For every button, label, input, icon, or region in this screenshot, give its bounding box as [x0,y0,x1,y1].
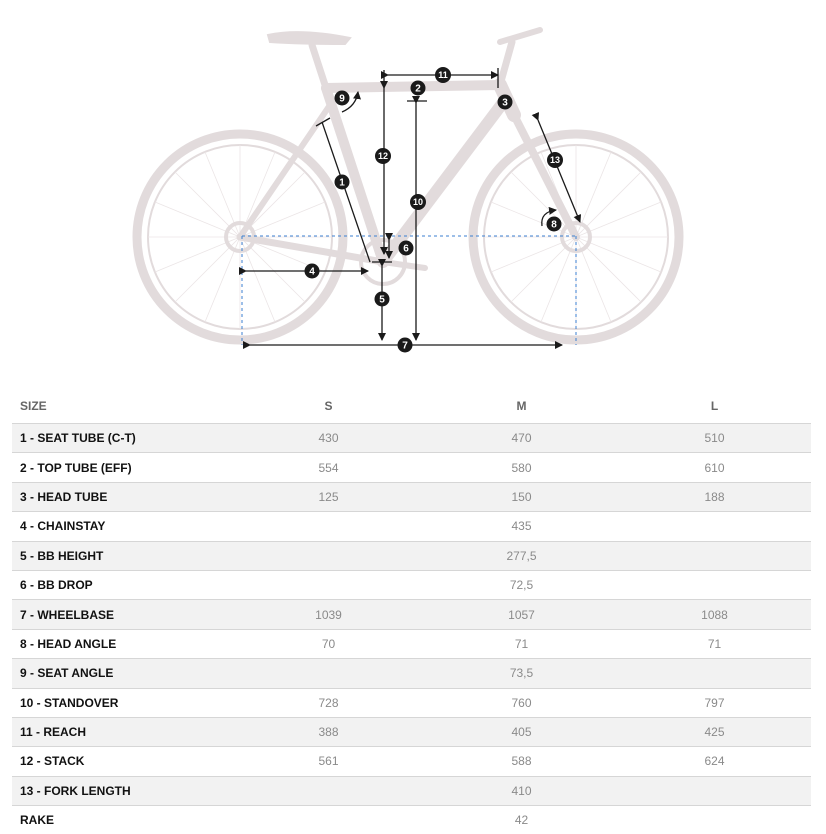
table-row [12,482,811,511]
cell-value: 125 [232,482,425,511]
marker-12 [375,148,391,164]
svg-text:7: 7 [402,341,408,352]
row-label: 10 - STANDOVER [12,688,232,717]
cell-value: 405 [425,717,618,746]
cell-value: 797 [618,688,811,717]
cell-value [618,512,811,541]
table-row [12,717,811,746]
row-label: 13 - FORK LENGTH [12,776,232,805]
table-row [12,776,811,805]
table-row [12,424,811,453]
marker-5 [375,292,390,307]
cell-value: 561 [232,747,425,776]
marker-10 [410,194,426,210]
table-row [12,512,811,541]
saddle [268,32,350,44]
marker-13 [547,152,563,168]
cell-value: 435 [425,512,618,541]
table-body [12,424,811,834]
cell-value: 610 [618,453,811,482]
cell-value [618,659,811,688]
cell-value: 728 [232,688,425,717]
cell-value: 42 [425,806,618,834]
row-label: 6 - BB DROP [12,570,232,599]
header-s: S [232,388,425,424]
row-label: 11 - REACH [12,717,232,746]
cell-value: 1039 [232,600,425,629]
cell-value [232,570,425,599]
svg-text:10: 10 [413,197,423,207]
row-label: 9 - SEAT ANGLE [12,659,232,688]
bike-geometry-diagram [0,0,826,370]
cell-value: 760 [425,688,618,717]
cell-value [618,776,811,805]
svg-text:8: 8 [551,220,557,231]
table-row [12,688,811,717]
cell-value: 70 [232,629,425,658]
table-row [12,570,811,599]
cell-value [618,806,811,834]
cell-value: 580 [425,453,618,482]
header-l: L [618,388,811,424]
svg-text:12: 12 [378,151,388,161]
row-label: 2 - TOP TUBE (EFF) [12,453,232,482]
marker-1 [335,175,350,190]
row-label: 3 - HEAD TUBE [12,482,232,511]
marker-3 [498,95,513,110]
handlebar [500,30,540,42]
table-row [12,629,811,658]
cell-value: 410 [425,776,618,805]
cell-value: 71 [618,629,811,658]
cell-value: 73,5 [425,659,618,688]
svg-text:6: 6 [403,244,409,255]
cell-value [232,659,425,688]
svg-text:13: 13 [550,155,560,165]
cell-value: 1088 [618,600,811,629]
seatpost [312,45,326,88]
row-label: 5 - BB HEIGHT [12,541,232,570]
cell-value: 388 [232,717,425,746]
cell-value: 188 [618,482,811,511]
row-label: 4 - CHAINSTAY [12,512,232,541]
cell-value: 588 [425,747,618,776]
marker-2 [411,81,426,96]
marker-7 [398,338,413,353]
svg-text:2: 2 [415,84,421,95]
geometry-table [12,388,811,834]
svg-text:9: 9 [339,94,345,105]
cell-value: 71 [425,629,618,658]
cell-value: 470 [425,424,618,453]
marker-4 [305,264,320,279]
cell-value: 1057 [425,600,618,629]
cell-value: 150 [425,482,618,511]
table-row [12,659,811,688]
marker-9 [335,91,350,106]
svg-text:1: 1 [339,178,345,189]
cell-value [618,570,811,599]
table-row [12,453,811,482]
table-row [12,600,811,629]
cell-value [232,512,425,541]
stem [500,42,512,85]
table-row [12,747,811,776]
row-label: 7 - WHEELBASE [12,600,232,629]
cell-value [618,541,811,570]
marker-6 [399,241,414,256]
cell-value [232,806,425,834]
table-row [12,806,811,834]
svg-text:5: 5 [379,295,385,306]
bicycle-illustration [137,30,679,340]
row-label: RAKE [12,806,232,834]
cell-value: 510 [618,424,811,453]
header-m: M [425,388,618,424]
cell-value: 72,5 [425,570,618,599]
svg-text:4: 4 [309,267,315,278]
svg-text:3: 3 [502,98,508,109]
table-row [12,541,811,570]
cell-value [232,776,425,805]
marker-8 [547,217,562,232]
table-header-row [12,388,811,424]
row-label: 12 - STACK [12,747,232,776]
cell-value: 430 [232,424,425,453]
crank-arm [383,262,425,268]
row-label: 1 - SEAT TUBE (C-T) [12,424,232,453]
cell-value: 425 [618,717,811,746]
header-size: SIZE [12,388,232,424]
marker-11 [435,67,451,83]
cell-value: 277,5 [425,541,618,570]
cell-value: 554 [232,453,425,482]
cell-value: 624 [618,747,811,776]
row-label: 8 - HEAD ANGLE [12,629,232,658]
cell-value [232,541,425,570]
svg-text:11: 11 [438,70,448,80]
